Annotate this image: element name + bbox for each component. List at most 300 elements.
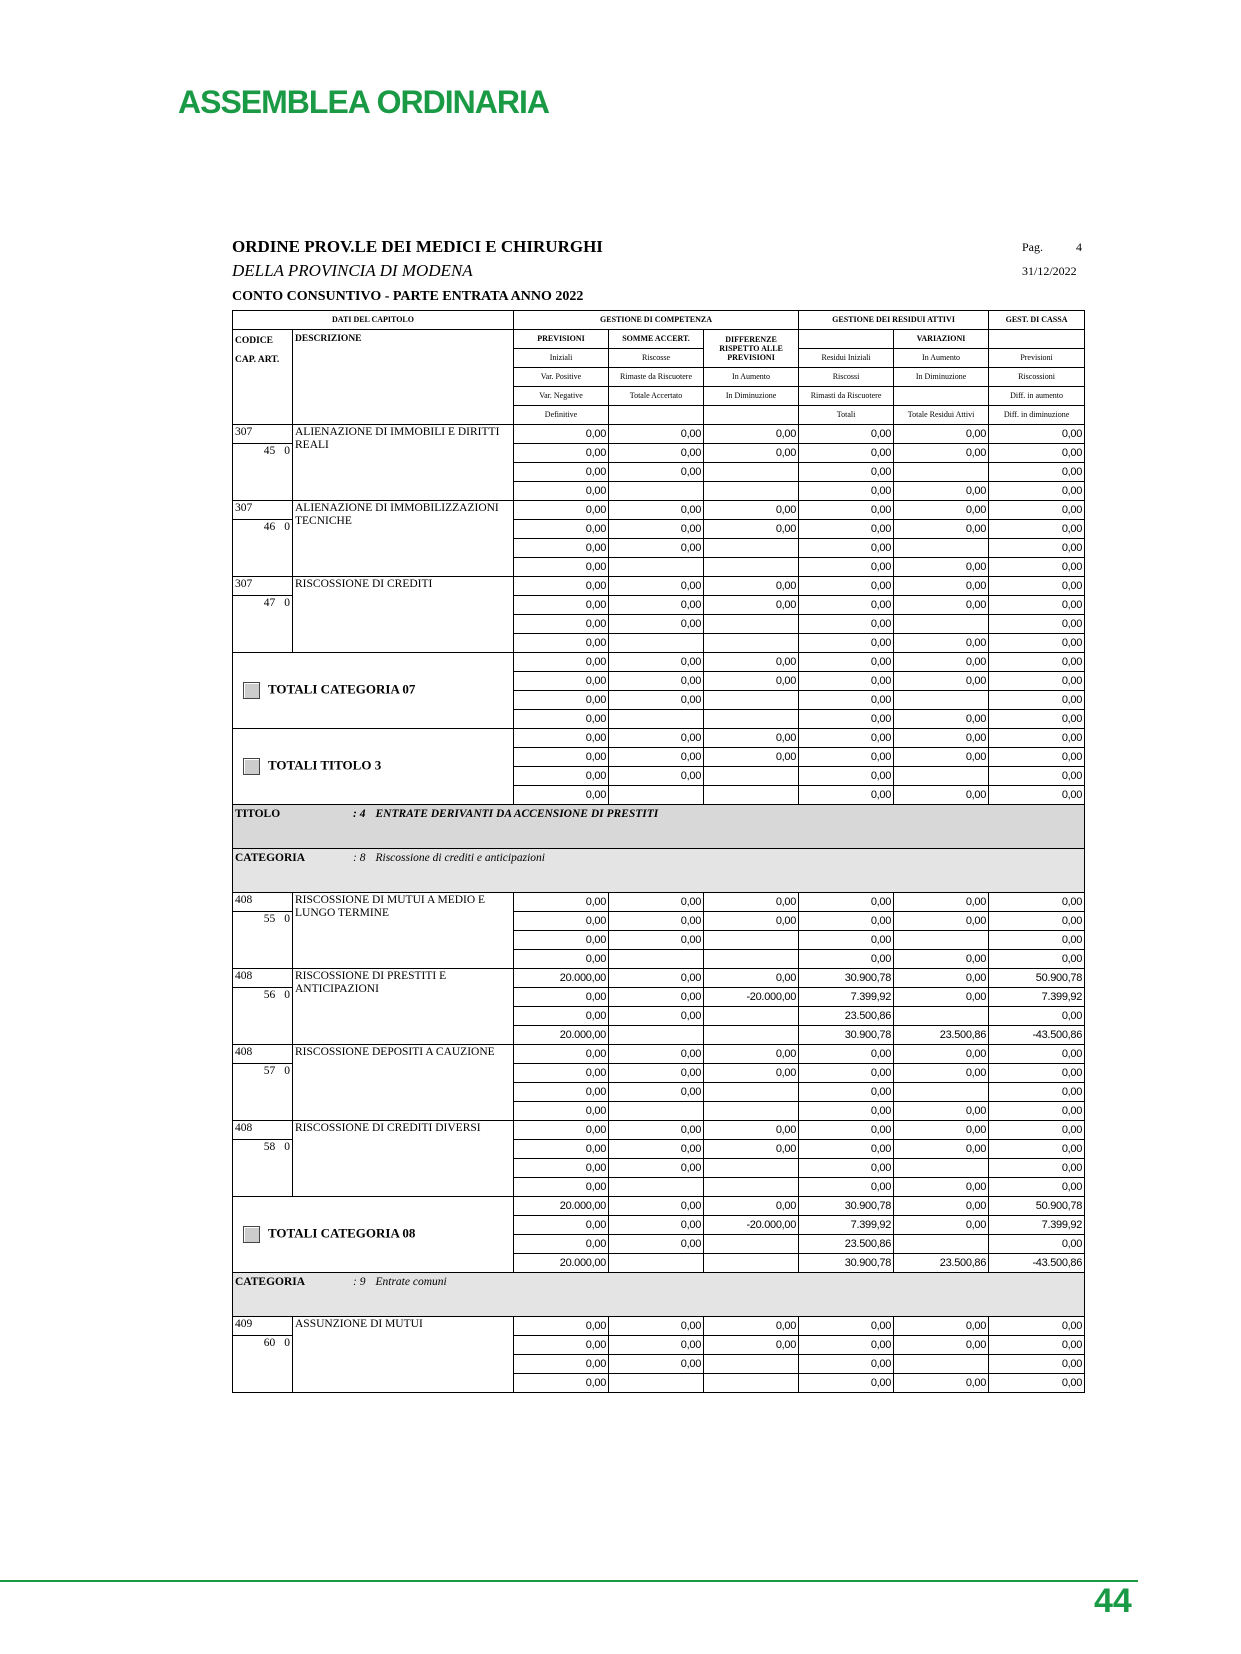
value-cell: 0,00 xyxy=(989,615,1085,634)
titolo-row xyxy=(233,805,1085,849)
codice-cell: 408 xyxy=(233,1045,293,1064)
value-cell: 0,00 xyxy=(989,729,1085,748)
value-cell: 0,00 xyxy=(514,1045,609,1064)
value-cell: 0,00 xyxy=(989,1102,1085,1121)
value-cell: 0,00 xyxy=(799,1083,894,1102)
header-definitive: Definitive xyxy=(514,406,609,425)
value-cell: 0,00 xyxy=(514,1159,609,1178)
value-cell: 0,00 xyxy=(704,1336,799,1355)
value-cell: 0,00 xyxy=(514,1216,609,1235)
value-cell: 0,00 xyxy=(704,1140,799,1159)
codice-cell: 408 xyxy=(233,969,293,988)
value-cell: -43.500,86 xyxy=(989,1254,1085,1273)
value-cell: 0,00 xyxy=(799,767,894,786)
checkbox-icon xyxy=(243,758,260,775)
value-cell: 0,00 xyxy=(989,1178,1085,1197)
value-cell: 0,00 xyxy=(514,463,609,482)
value-cell: 0,00 xyxy=(704,444,799,463)
value-cell: 0,00 xyxy=(609,729,704,748)
value-cell: 0,00 xyxy=(704,1317,799,1336)
value-cell xyxy=(704,691,799,710)
footer-divider xyxy=(0,1580,1138,1582)
header-descrizione: DESCRIZIONE xyxy=(293,330,514,425)
value-cell: 0,00 xyxy=(609,893,704,912)
header-empty xyxy=(704,406,799,425)
value-cell: 0,00 xyxy=(989,634,1085,653)
header-residui-iniziali: Residui Iniziali xyxy=(799,349,894,368)
value-cell: 0,00 xyxy=(609,1216,704,1235)
value-cell: 0,00 xyxy=(514,444,609,463)
value-cell: 0,00 xyxy=(989,786,1085,805)
value-cell: 0,00 xyxy=(894,425,989,444)
value-cell: 0,00 xyxy=(894,653,989,672)
value-cell: 0,00 xyxy=(704,748,799,767)
descrizione-cell: ALIENAZIONE DI IMMOBILI E DIRITTI REALI xyxy=(293,425,514,501)
value-cell: 0,00 xyxy=(989,1045,1085,1064)
header-totale-accertato: Totale Accertato xyxy=(609,387,704,406)
descrizione-cell: RISCOSSIONE DEPOSITI A CAUZIONE xyxy=(293,1045,514,1121)
totali-label: TOTALI CATEGORIA 08 xyxy=(268,1225,416,1241)
categoria-code: : 9 xyxy=(353,1276,366,1288)
header-empty xyxy=(799,330,894,349)
value-cell: -43.500,86 xyxy=(989,1026,1085,1045)
value-cell: 0,00 xyxy=(799,482,894,501)
value-cell: 0,00 xyxy=(799,893,894,912)
value-cell xyxy=(704,767,799,786)
value-cell: 0,00 xyxy=(894,969,989,988)
value-cell: 0,00 xyxy=(514,893,609,912)
value-cell: 0,00 xyxy=(704,1064,799,1083)
value-cell xyxy=(894,931,989,950)
titolo-code: : 4 xyxy=(353,808,366,820)
value-cell: 0,00 xyxy=(609,1140,704,1159)
report-date: 31/12/2022 xyxy=(1022,264,1077,278)
value-cell: 0,00 xyxy=(989,444,1085,463)
value-cell: 0,00 xyxy=(704,1121,799,1140)
value-cell: 50.900,78 xyxy=(989,969,1085,988)
value-cell: 0,00 xyxy=(894,1102,989,1121)
value-cell: 0,00 xyxy=(989,1235,1085,1254)
value-cell: 0,00 xyxy=(894,596,989,615)
value-cell: 0,00 xyxy=(894,1178,989,1197)
value-cell xyxy=(704,1235,799,1254)
value-cell: 0,00 xyxy=(514,710,609,729)
value-cell: 0,00 xyxy=(609,653,704,672)
value-cell: 0,00 xyxy=(609,1083,704,1102)
value-cell: 0,00 xyxy=(894,1064,989,1083)
value-cell: 0,00 xyxy=(704,729,799,748)
value-cell: 0,00 xyxy=(894,786,989,805)
value-cell: 0,00 xyxy=(989,748,1085,767)
value-cell xyxy=(704,482,799,501)
codice-cell: 409 xyxy=(233,1317,293,1336)
header-in-aumento: In Aumento xyxy=(894,349,989,368)
value-cell: 0,00 xyxy=(799,786,894,805)
descrizione-cell: ASSUNZIONE DI MUTUI xyxy=(293,1317,514,1393)
value-cell: 0,00 xyxy=(609,463,704,482)
value-cell: 0,00 xyxy=(799,691,894,710)
value-cell: 0,00 xyxy=(989,539,1085,558)
chapter-row xyxy=(233,1121,1085,1140)
value-cell: 20.000,00 xyxy=(514,1026,609,1045)
value-cell: 0,00 xyxy=(514,748,609,767)
value-cell: 0,00 xyxy=(989,893,1085,912)
value-cell: 0,00 xyxy=(609,988,704,1007)
value-cell: 0,00 xyxy=(989,912,1085,931)
value-cell: 0,00 xyxy=(799,1336,894,1355)
categoria-text: Entrate comuni xyxy=(375,1276,447,1288)
value-cell: 0,00 xyxy=(514,1083,609,1102)
cap-number: 58 xyxy=(263,1141,276,1153)
org-province: DELLA PROVINCIA DI MODENA xyxy=(232,261,473,280)
cap-number: 60 xyxy=(263,1337,276,1349)
cap-art-cell xyxy=(233,520,293,577)
value-cell: 0,00 xyxy=(894,912,989,931)
value-cell xyxy=(894,1083,989,1102)
value-cell: 0,00 xyxy=(704,672,799,691)
header-totali: Totali xyxy=(799,406,894,425)
value-cell: 0,00 xyxy=(799,463,894,482)
value-cell: 0,00 xyxy=(989,1355,1085,1374)
chapter-row xyxy=(233,1045,1085,1064)
value-cell: 0,00 xyxy=(989,1140,1085,1159)
value-cell: 0,00 xyxy=(989,653,1085,672)
value-cell xyxy=(609,634,704,653)
value-cell: 0,00 xyxy=(609,425,704,444)
value-cell: 0,00 xyxy=(704,577,799,596)
value-cell: 0,00 xyxy=(609,1355,704,1374)
header-somme-accert: SOMME ACCERT. xyxy=(609,330,704,349)
value-cell: 0,00 xyxy=(799,710,894,729)
value-cell xyxy=(704,1254,799,1273)
value-cell: 0,00 xyxy=(514,539,609,558)
value-cell: 0,00 xyxy=(799,1064,894,1083)
value-cell: 7.399,92 xyxy=(799,1216,894,1235)
value-cell: 0,00 xyxy=(894,1045,989,1064)
value-cell: 0,00 xyxy=(704,501,799,520)
header-riscosse: Riscosse xyxy=(609,349,704,368)
value-cell: 0,00 xyxy=(514,653,609,672)
value-cell: 0,00 xyxy=(989,1336,1085,1355)
value-cell: 0,00 xyxy=(514,767,609,786)
value-cell: 0,00 xyxy=(799,1045,894,1064)
header-gestione-competenza: GESTIONE DI COMPETENZA xyxy=(514,311,799,330)
art-number: 0 xyxy=(284,1337,290,1349)
value-cell: 0,00 xyxy=(609,1317,704,1336)
value-cell: 0,00 xyxy=(799,501,894,520)
value-cell: 0,00 xyxy=(799,1317,894,1336)
total-row xyxy=(233,729,1085,748)
value-cell: 0,00 xyxy=(894,950,989,969)
value-cell: 0,00 xyxy=(989,577,1085,596)
value-cell: 0,00 xyxy=(704,969,799,988)
value-cell: 0,00 xyxy=(514,1317,609,1336)
value-cell: 0,00 xyxy=(514,729,609,748)
cap-art-cell xyxy=(233,596,293,653)
value-cell: 0,00 xyxy=(514,501,609,520)
value-cell: 0,00 xyxy=(989,1374,1085,1393)
cap-number: 57 xyxy=(263,1065,276,1077)
cap-number: 55 xyxy=(263,913,276,925)
value-cell: 0,00 xyxy=(799,931,894,950)
value-cell: 0,00 xyxy=(799,520,894,539)
header-empty xyxy=(609,406,704,425)
descrizione-cell: RISCOSSIONE DI CREDITI DIVERSI xyxy=(293,1121,514,1197)
header-riscossi: Riscossi xyxy=(799,368,894,387)
header-empty xyxy=(894,387,989,406)
value-cell: 0,00 xyxy=(704,596,799,615)
cap-art-cell xyxy=(233,912,293,969)
value-cell xyxy=(704,615,799,634)
value-cell: 0,00 xyxy=(609,444,704,463)
chapter-row xyxy=(233,425,1085,444)
value-cell: 0,00 xyxy=(514,1235,609,1254)
art-number: 0 xyxy=(284,1065,290,1077)
value-cell: 0,00 xyxy=(704,653,799,672)
value-cell: 0,00 xyxy=(799,653,894,672)
value-cell: 0,00 xyxy=(894,1216,989,1235)
value-cell: 0,00 xyxy=(704,912,799,931)
header-row-1 xyxy=(233,311,1085,330)
value-cell: 0,00 xyxy=(799,1121,894,1140)
art-number: 0 xyxy=(284,1141,290,1153)
checkbox-icon xyxy=(243,682,260,699)
chapter-row xyxy=(233,501,1085,520)
totali-label: TOTALI CATEGORIA 07 xyxy=(268,681,416,697)
header-totale-residui: Totale Residui Attivi xyxy=(894,406,989,425)
value-cell: 0,00 xyxy=(799,748,894,767)
header-rimasti: Rimasti da Riscuotere xyxy=(799,387,894,406)
value-cell: 0,00 xyxy=(989,482,1085,501)
value-cell: 23.500,86 xyxy=(799,1007,894,1026)
page-label-number: 4 xyxy=(1076,240,1082,254)
value-cell xyxy=(609,1374,704,1393)
titolo-text: ENTRATE DERIVANTI DA ACCENSIONE DI PRESTITI xyxy=(375,808,659,820)
totali-label: TOTALI TITOLO 3 xyxy=(268,757,382,773)
value-cell: 0,00 xyxy=(609,912,704,931)
header-in-diminuzione-2: In Diminuzione xyxy=(704,387,799,406)
value-cell: 0,00 xyxy=(799,425,894,444)
value-cell: 0,00 xyxy=(989,425,1085,444)
value-cell: 0,00 xyxy=(894,1197,989,1216)
value-cell: 0,00 xyxy=(894,444,989,463)
value-cell: 0,00 xyxy=(989,1007,1085,1026)
value-cell: 0,00 xyxy=(799,1140,894,1159)
value-cell xyxy=(704,463,799,482)
value-cell: 0,00 xyxy=(609,931,704,950)
value-cell: 0,00 xyxy=(609,596,704,615)
value-cell: 0,00 xyxy=(989,1083,1085,1102)
value-cell: 0,00 xyxy=(514,615,609,634)
value-cell xyxy=(704,1355,799,1374)
codice-cell: 307 xyxy=(233,577,293,596)
header-empty xyxy=(989,330,1085,349)
value-cell: 0,00 xyxy=(514,1121,609,1140)
codice-cell: 408 xyxy=(233,1121,293,1140)
value-cell: 0,00 xyxy=(989,596,1085,615)
value-cell: 30.900,78 xyxy=(799,969,894,988)
value-cell: 7.399,92 xyxy=(989,988,1085,1007)
categoria-row xyxy=(233,849,1085,893)
value-cell: 0,00 xyxy=(894,893,989,912)
value-cell: 7.399,92 xyxy=(989,1216,1085,1235)
value-cell: 0,00 xyxy=(514,1178,609,1197)
header-diff-aumento: Diff. in aumento xyxy=(989,387,1085,406)
codice-cell: 307 xyxy=(233,425,293,444)
totali-label-cell xyxy=(233,653,514,729)
value-cell: 0,00 xyxy=(894,988,989,1007)
value-cell: 0,00 xyxy=(894,520,989,539)
page-number: 44 xyxy=(1094,1582,1132,1620)
descrizione-cell: ALIENAZIONE DI IMMOBILIZZAZIONI TECNICHE xyxy=(293,501,514,577)
value-cell: 50.900,78 xyxy=(989,1197,1085,1216)
value-cell: 0,00 xyxy=(704,520,799,539)
brand-title: ASSEMBLEA ORDINARIA xyxy=(178,84,549,120)
chapter-row xyxy=(233,1317,1085,1336)
categoria-row xyxy=(233,1273,1085,1317)
cap-art-cell xyxy=(233,444,293,501)
cap-number: 56 xyxy=(263,989,276,1001)
cap-art-cell xyxy=(233,1336,293,1393)
value-cell xyxy=(609,1026,704,1045)
value-cell: 0,00 xyxy=(989,558,1085,577)
value-cell xyxy=(609,786,704,805)
value-cell: 0,00 xyxy=(609,1159,704,1178)
value-cell: 0,00 xyxy=(799,950,894,969)
header-previsioni-cassa: Previsioni xyxy=(989,349,1085,368)
value-cell: 0,00 xyxy=(894,634,989,653)
checkbox-icon xyxy=(243,1226,260,1243)
value-cell xyxy=(704,786,799,805)
value-cell: 0,00 xyxy=(799,912,894,931)
value-cell: 0,00 xyxy=(894,748,989,767)
header-variazioni: VARIAZIONI xyxy=(894,330,989,349)
value-cell xyxy=(704,710,799,729)
value-cell: 0,00 xyxy=(514,482,609,501)
total-row xyxy=(233,653,1085,672)
header-differenze: DIFFERENZE RISPETTO ALLE PREVISIONI xyxy=(704,330,799,368)
codice-cell: 307 xyxy=(233,501,293,520)
value-cell: 0,00 xyxy=(799,1374,894,1393)
categoria-text: Riscossione di crediti e anticipazioni xyxy=(375,852,545,864)
art-number: 0 xyxy=(284,597,290,609)
value-cell: -20.000,00 xyxy=(704,988,799,1007)
report-subtitle: CONTO CONSUNTIVO - PARTE ENTRATA ANNO 2022 xyxy=(232,289,584,304)
value-cell: 23.500,86 xyxy=(894,1254,989,1273)
value-cell: 0,00 xyxy=(799,1178,894,1197)
value-cell: 0,00 xyxy=(894,710,989,729)
value-cell: 0,00 xyxy=(989,1317,1085,1336)
value-cell: 0,00 xyxy=(514,634,609,653)
value-cell: 0,00 xyxy=(799,729,894,748)
value-cell: 0,00 xyxy=(514,912,609,931)
codice-cell: 408 xyxy=(233,893,293,912)
value-cell xyxy=(704,558,799,577)
value-cell: 0,00 xyxy=(989,463,1085,482)
value-cell: 0,00 xyxy=(609,969,704,988)
cap-number: 47 xyxy=(263,597,276,609)
value-cell: 0,00 xyxy=(514,950,609,969)
value-cell: 0,00 xyxy=(799,539,894,558)
org-name: ORDINE PROV.LE DEI MEDICI E CHIRURGHI xyxy=(232,237,603,256)
value-cell xyxy=(894,1235,989,1254)
value-cell: 0,00 xyxy=(514,1355,609,1374)
value-cell: 0,00 xyxy=(989,501,1085,520)
categoria-code: : 8 xyxy=(353,852,366,864)
value-cell: 0,00 xyxy=(799,1355,894,1374)
value-cell xyxy=(704,1083,799,1102)
value-cell xyxy=(894,691,989,710)
value-cell: 0,00 xyxy=(894,1336,989,1355)
value-cell: 0,00 xyxy=(894,558,989,577)
header-var-positive: Var. Positive xyxy=(514,368,609,387)
categoria-heading xyxy=(233,849,1085,893)
header-row-2 xyxy=(233,330,1085,349)
value-cell: 7.399,92 xyxy=(799,988,894,1007)
value-cell xyxy=(894,1159,989,1178)
value-cell: 20.000,00 xyxy=(514,1197,609,1216)
value-cell: 0,00 xyxy=(514,520,609,539)
value-cell: 0,00 xyxy=(609,672,704,691)
value-cell: 0,00 xyxy=(894,501,989,520)
value-cell: 0,00 xyxy=(609,501,704,520)
value-cell xyxy=(704,1007,799,1026)
value-cell: 0,00 xyxy=(894,1140,989,1159)
value-cell: 0,00 xyxy=(514,691,609,710)
value-cell: 0,00 xyxy=(799,1159,894,1178)
value-cell xyxy=(609,482,704,501)
conto-consuntivo-table xyxy=(232,310,1085,1393)
header-previsioni: PREVISIONI xyxy=(514,330,609,349)
value-cell: 0,00 xyxy=(609,615,704,634)
value-cell: 0,00 xyxy=(514,1140,609,1159)
value-cell xyxy=(894,1355,989,1374)
value-cell: 0,00 xyxy=(514,1336,609,1355)
value-cell xyxy=(894,1007,989,1026)
value-cell xyxy=(894,615,989,634)
value-cell: 0,00 xyxy=(609,1045,704,1064)
value-cell: 0,00 xyxy=(514,558,609,577)
value-cell: 0,00 xyxy=(609,520,704,539)
value-cell: 0,00 xyxy=(514,988,609,1007)
value-cell: 0,00 xyxy=(514,425,609,444)
value-cell xyxy=(609,710,704,729)
value-cell: 0,00 xyxy=(514,786,609,805)
header-riscossioni: Riscossioni xyxy=(989,368,1085,387)
value-cell: 0,00 xyxy=(894,1317,989,1336)
cap-number: 46 xyxy=(263,521,276,533)
value-cell: 0,00 xyxy=(989,710,1085,729)
cap-art-cell xyxy=(233,1064,293,1121)
value-cell: 0,00 xyxy=(514,577,609,596)
value-cell xyxy=(704,950,799,969)
value-cell: 0,00 xyxy=(799,558,894,577)
value-cell: 0,00 xyxy=(704,425,799,444)
value-cell: 0,00 xyxy=(514,931,609,950)
value-cell: 0,00 xyxy=(894,1121,989,1140)
value-cell: 0,00 xyxy=(799,634,894,653)
header-diff-diminuzione: Diff. in diminuzione xyxy=(989,406,1085,425)
value-cell xyxy=(894,539,989,558)
art-number: 0 xyxy=(284,521,290,533)
value-cell: 0,00 xyxy=(704,1045,799,1064)
value-cell: 0,00 xyxy=(989,691,1085,710)
value-cell: 0,00 xyxy=(799,672,894,691)
value-cell xyxy=(704,931,799,950)
descrizione-cell: RISCOSSIONE DI PRESTITI E ANTICIPAZIONI xyxy=(293,969,514,1045)
header-gestione-residui: GESTIONE DEI RESIDUI ATTIVI xyxy=(799,311,989,330)
value-cell: 0,00 xyxy=(514,596,609,615)
